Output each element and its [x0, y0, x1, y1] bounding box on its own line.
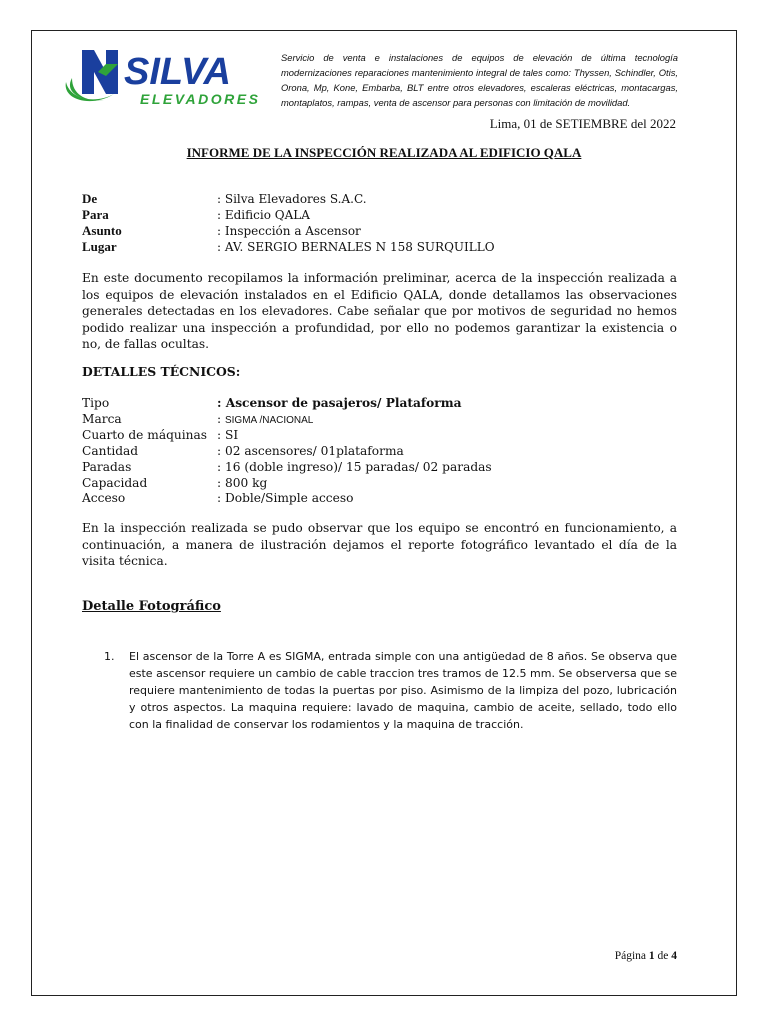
header-row-para: Para : Edificio QALA	[82, 207, 310, 222]
page-number: Página 1 de 4	[614, 950, 677, 962]
tech-row-acceso: Acceso : Doble/Simple acceso	[82, 491, 354, 506]
list-item-text: El ascensor de la Torre A es SIGMA, entrada simple con una antigüedad de 8 años. Se observa que este ascensor requiere un cambio de cable traccion tres tramos de 12.5 mm. Se observersa que se requiere mantenimiento de todas la puertas por piso. Asimismo de la limpiza del pozo, lubricación y otros aspectos. La maquina requiere: lavado de maquina, cambio de aceite, sellado, todo ello con la finalidad de conservar los rodamientos y la maquina de tracción.	[129, 650, 677, 731]
header-row-lugar: Lugar : AV. SERGIO BERNALES N 158 SURQUILLO	[82, 239, 495, 254]
header-row-de: De : Silva Elevadores S.A.C.	[82, 191, 367, 206]
report-title: INFORME DE LA INSPECCIÓN REALIZADA AL EDIFICIO QALA	[186, 145, 582, 160]
tech-row-paradas: Paradas : 16 (doble ingreso)/ 15 paradas/ 02 paradas	[82, 459, 492, 474]
tech-row-cuarto: Cuarto de máquinas : SI	[82, 428, 239, 443]
tech-section-title: DETALLES TÉCNICOS:	[82, 364, 241, 379]
intro-paragraph: En este documento recopilamos la información preliminar, acerca de la inspección realizada a los equipos de elevación instalados en el Edificio QALA, donde detallamos las observaciones generales detectadas en los elevadores. Cabe señalar que por motivos de seguridad no hemos podido realizar una inspección a profundidad, por ello no podemos garantizar la existencia o no, de fallas ocultas.	[82, 271, 677, 351]
photo-section-title: Detalle Fotográfico	[82, 599, 221, 614]
inspection-paragraph: En la inspección realizada se pudo observar que los equipo se encontró en funcionamiento, a continuación, a manera de ilustración dejamos el reporte fotográfico levantado el día de la visita técnica.	[82, 521, 677, 568]
silva-logo	[62, 42, 267, 114]
tech-details	[82, 396, 492, 507]
tech-row-cantidad: Cantidad : 02 ascensores/ 01plataforma	[82, 444, 404, 459]
company-tagline: Servicio de venta e instalaciones de equipos de elevación de última tecnología modernizaciones reparaciones mantenimiento integral de tales como: Thyssen, Schindler, Otis, Orona, Mp, Kone, Embarba, BLT entre otros elevadores, escaleras eléctricas, montacargas, montaplatos, rampas, venta de ascensor para personas con limitación de movilidad.	[281, 52, 678, 108]
list-item	[104, 648, 677, 733]
brand-sub: ELEVADORES	[140, 91, 261, 107]
header-block	[82, 191, 495, 255]
list-item-number: 1.	[104, 650, 115, 663]
tech-row-capacidad: Capacidad : 800 kg	[82, 475, 268, 490]
tech-row-marca: Marca : SIGMA /NACIONAL	[82, 411, 314, 426]
tech-row-tipo: Tipo : Ascensor de pasajeros/ Plataforma	[82, 396, 462, 410]
page-border	[31, 30, 737, 996]
brand-name: SILVA	[124, 51, 231, 93]
header-row-asunto: Asunto : Inspección a Ascensor	[82, 223, 361, 238]
document-date: Lima, 01 de SETIEMBRE del 2022	[489, 116, 676, 131]
